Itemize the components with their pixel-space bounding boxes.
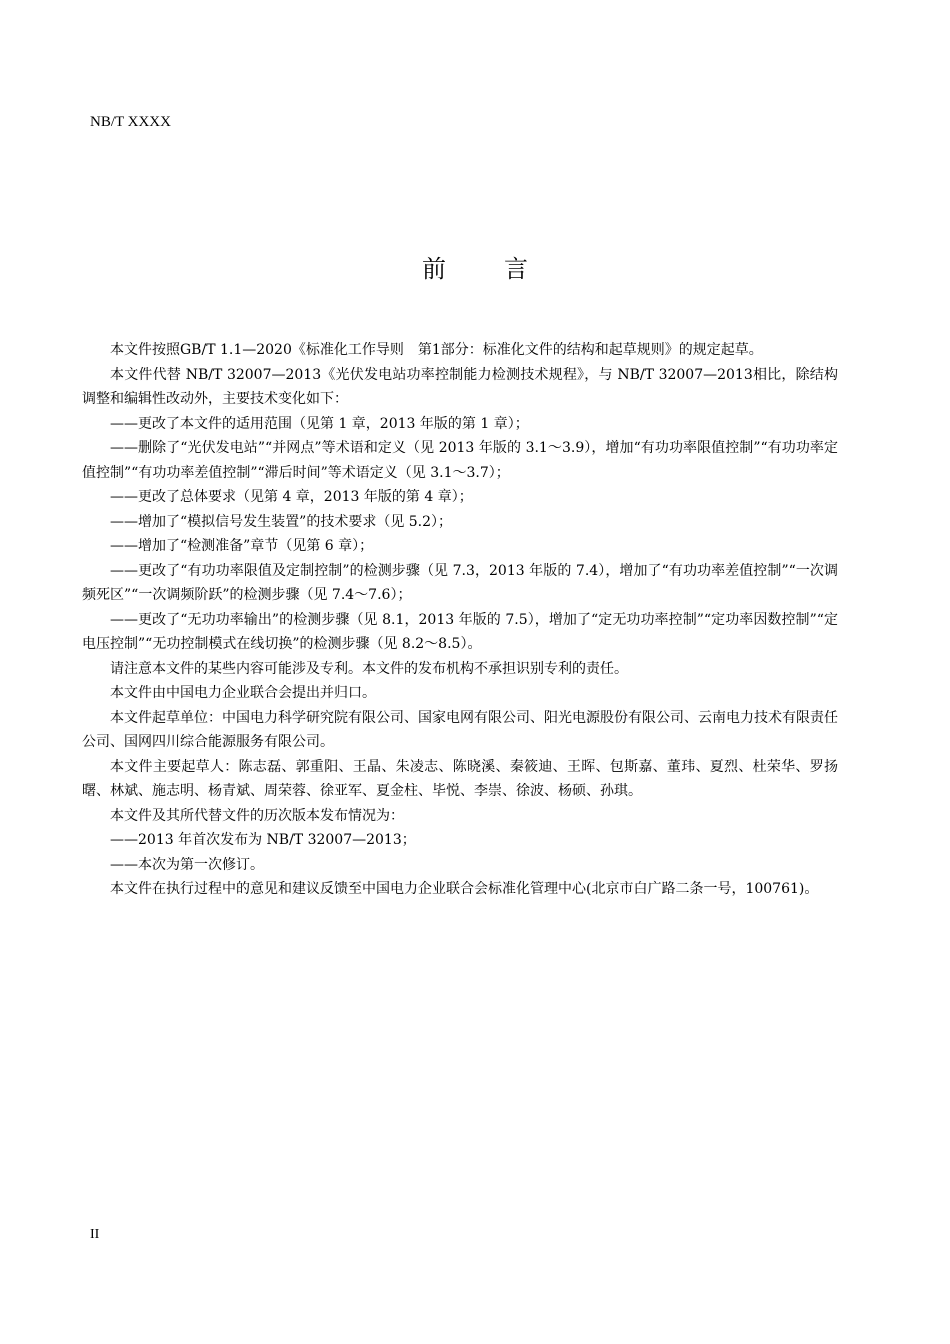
- change-item: ——更改了“有功功率限值及定制控制”的检测步骤（见 7.3，2013 年版的 7.4），增加了“有功功率差值控制”“一次调频死区”“一次调频阶跃”的检测步骤（见 7.4～7.6）；: [82, 562, 838, 603]
- change-item: ——更改了“无功功率输出”的检测步骤（见 8.1，2013 年版的 7.5），增加了“定无功功率控制”“定功率因数控制”“定电压控制”“无功控制模式在线切换”的检测步骤（见 8.2～8.5）。: [82, 611, 838, 652]
- change-item: ——更改了本文件的适用范围（见第 1 章，2013 年版的第 1 章）；: [110, 415, 529, 432]
- title-char-1: 前: [422, 255, 446, 283]
- paragraph: 本文件由中国电力企业联合会提出并归口。: [110, 685, 376, 701]
- change-item: ——增加了“检测准备”章节（见第 6 章）；: [110, 538, 374, 554]
- page-title: [0, 252, 950, 286]
- paragraph: 本文件代替 NB/T 32007—2013《光伏发电站功率控制能力检测技术规程》，与 NB/T 32007—2013相比，除结构调整和编辑性改动外，主要技术变化如下：: [82, 366, 838, 407]
- change-item: ——删除了“光伏发电站”“并网点”等术语和定义（见 2013 年版的 3.1～3.9），增加“有功功率限值控制”“有功功率定值控制”“有功功率差值控制”“滞后时间”等术语定义（见 3.1～3.7）；: [82, 440, 838, 481]
- document-code: NB/T XXXX: [90, 114, 171, 130]
- paragraph: 本文件按照GB/T 1.1—2020《标准化工作导则 第1部分：标准化文件的结构和起草规则》的规定起草。: [110, 342, 763, 358]
- history-item: ——2013 年首次发布为 NB/T 32007—2013；: [110, 832, 416, 848]
- paragraph: 本文件主要起草人：陈志磊、郭重阳、王晶、朱凌志、陈晓溪、秦筱迪、王晖、包斯嘉、董玮、夏烈、杜荣华、罗扬曙、林斌、施志明、杨青斌、周荣蓉、徐亚军、夏金柱、毕悦、李崇、徐波、杨硕、孙琪。: [82, 758, 838, 799]
- preface-body: [82, 338, 838, 902]
- paragraph: 本文件起草单位：中国电力科学研究院有限公司、国家电网有限公司、阳光电源股份有限公司、云南电力技术有限责任公司、国网四川综合能源服务有限公司。: [82, 709, 838, 750]
- change-item: ——增加了“模拟信号发生装置”的技术要求（见 5.2）；: [110, 513, 453, 530]
- paragraph: 本文件及其所代替文件的历次版本发布情况为：: [110, 807, 404, 824]
- paragraph: 本文件在执行过程中的意见和建议反馈至中国电力企业联合会标准化管理中心(北京市白广路二条一号，100761)。: [110, 881, 819, 897]
- title-char-2: 言: [504, 255, 528, 283]
- page-number: II: [90, 1227, 100, 1242]
- history-item: ——本次为第一次修订。: [110, 856, 264, 873]
- paragraph: 请注意本文件的某些内容可能涉及专利。本文件的发布机构不承担识别专利的责任。: [110, 660, 628, 677]
- change-item: ——更改了总体要求（见第 4 章，2013 年版的第 4 章）；: [110, 489, 473, 505]
